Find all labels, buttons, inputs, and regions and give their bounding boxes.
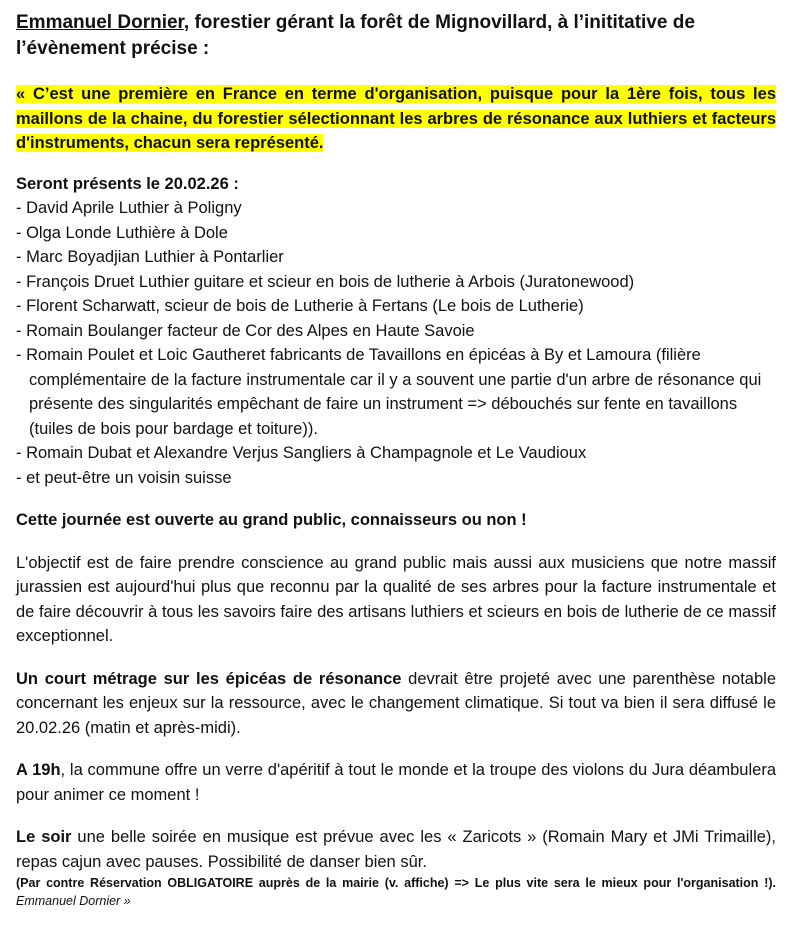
film-paragraph — [16, 667, 776, 741]
highlighted-quote: « C’est une première en France en terme d'organisation, puisque pour la 1ère fois, tous les maillons de la chaine, du forestier sélectionnant les arbres de résonance aux luthiers et facteurs d'instruments, chacun sera représenté. — [16, 85, 776, 152]
attendee-item: - Florent Scharwatt, scieur de bois de Lutherie à Fertans (Le bois de Lutherie) — [16, 297, 584, 315]
attendee-item: - Romain Dubat et Alexandre Verjus Sangliers à Champagnole et Le Vaudioux — [16, 444, 587, 462]
attendee-item: - François Druet Luthier guitare et scieur en bois de lutherie à Arbois (Juratonewood) — [16, 272, 635, 291]
attendee-item: - Marc Boyadjian Luthier à Pontarlier — [16, 248, 284, 266]
attendees-title: Seront présents le 20.02.26 : — [16, 174, 239, 193]
intro-heading — [16, 10, 776, 62]
objective-paragraph: L'objectif est de faire prendre conscience au grand public mais aussi aux musiciens que notre massif jurassien est aujourd'hui plus que reconnu par la qualité de ses arbres pour la facture instrumentale et de faire découvrir à tous les savoirs faire des artisans luthiers et scieurs en bois de lutherie de ce massif exceptionnel. — [16, 553, 776, 645]
reservation-note — [16, 874, 776, 910]
document-page — [16, 10, 776, 910]
attendee-item: - Romain Poulet et Loic Gautheret fabricants de Tavaillons en épicéas à By et Lamoura (filière complémentaire de la facture instrumentale car il y a souvent une partie d'un arbre de résonance qui présente des singularités empêchant de faire un instrument => débouchés sur fente en tavaillons (tuiles de bois pour bardage et toiture)). — [16, 346, 762, 438]
attendee-item: - Olga Londe Luthière à Dole — [16, 223, 228, 242]
speaker-name: Emmanuel Dornier — [16, 12, 184, 33]
attendee-item: - et peut-être un voisin suisse — [16, 468, 232, 487]
quote-paragraph — [16, 82, 776, 156]
open-public-note: Cette journée est ouverte au grand public, connaisseurs ou non ! — [16, 511, 527, 529]
aperitif-lead: A 19h — [16, 761, 61, 779]
evening-lead: Le soir — [16, 828, 72, 846]
aperitif-text: , la commune offre un verre d'apéritif à tout le monde et la troupe des violons du Jura déambulera pour animer ce moment ! — [16, 761, 776, 804]
evening-paragraph — [16, 825, 776, 874]
heading-rest: , forestier gérant la forêt de Mignovillard, à l’inititative de l’évènement précise : — [16, 12, 695, 59]
signature: Emmanuel Dornier » — [16, 894, 131, 908]
attendees-list — [16, 196, 776, 490]
attendee-item: - Romain Boulanger facteur de Cor des Alpes en Haute Savoie — [16, 321, 475, 340]
reservation-text: (Par contre Réservation OBLIGATOIRE auprès de la mairie (v. affiche) => Le plus vite sera le mieux pour l'organisation !). — [16, 876, 776, 890]
attendee-item: - David Aprile Luthier à Poligny — [16, 199, 242, 217]
film-text: devrait être projeté avec une parenthèse notable concernant les enjeux sur la ressource, avec le changement climatique. Si tout va bien il sera diffusé le 20.02.26 (matin et après-midi). — [16, 669, 776, 737]
film-lead: Un court métrage sur les épicéas de résonance — [16, 669, 402, 688]
evening-text: une belle soirée en musique est prévue avec les « Zaricots » (Romain Mary et JMi Trimaille), repas cajun avec pauses. Possibilité de danser bien sûr. — [16, 828, 776, 871]
aperitif-paragraph — [16, 758, 776, 807]
